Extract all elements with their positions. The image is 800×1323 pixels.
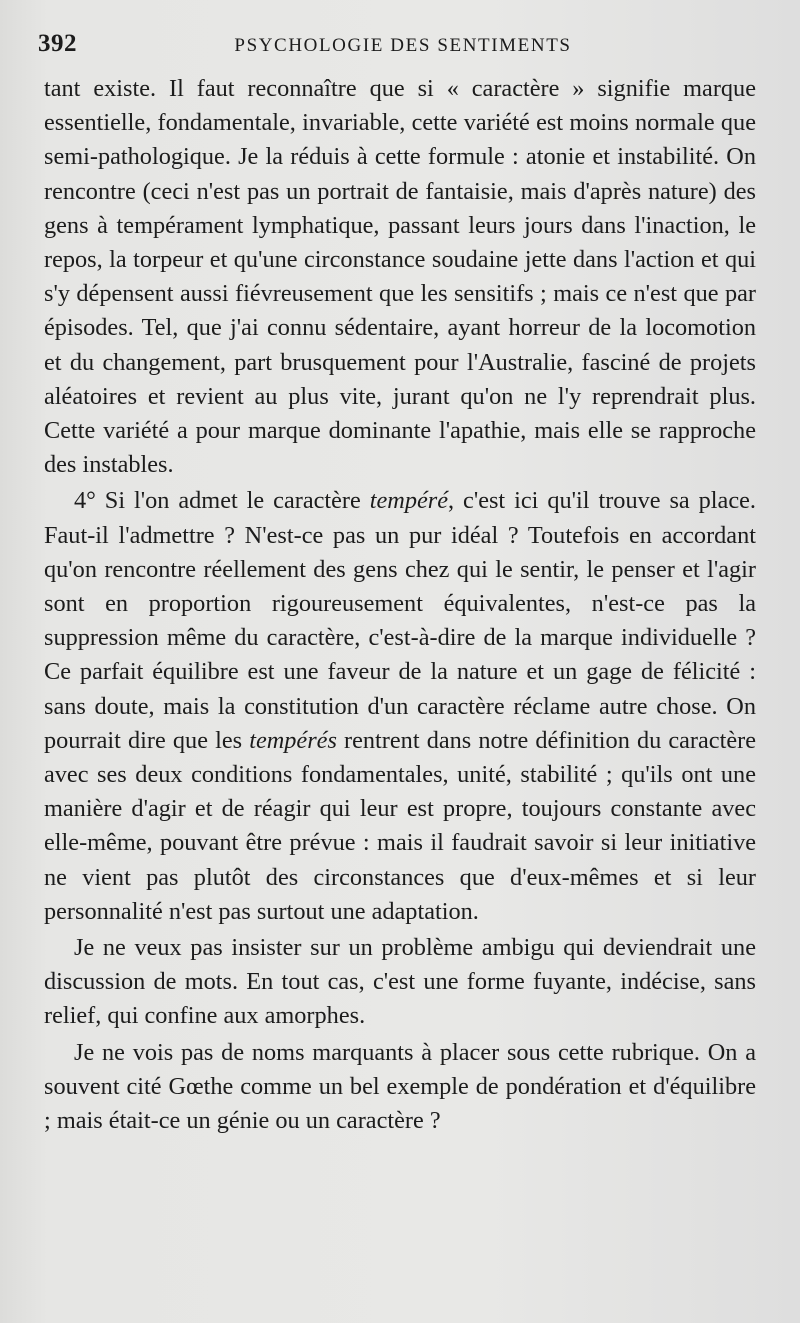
- paragraph-4: Je ne vois pas de noms marquants à placer sous cette rubrique. On a souvent cité Gœthe comme un bel exemple de pondération et d'équilibre ; mais était-ce un génie ou un caractère ?: [44, 1038, 756, 1135]
- paragraph-3: Je ne veux pas insister sur un problème ambigu qui deviendrait une discussion de mots. En tout cas, c'est une forme fuyante, indécise, sans relief, qui confine aux amorphes.: [44, 934, 756, 1030]
- paragraph-2: [44, 484, 756, 929]
- page-header: [38, 30, 768, 66]
- body-text: [44, 72, 756, 1138]
- italic-term-temperes: tempérés: [249, 726, 337, 754]
- paragraph-1: tant existe. Il faut reconnaître que si « caractère » signifie marque essentielle, fondamentale, invariable, cette variété est moins normale que semi-pathologique. Je la réduis à cette formule : atonie et instabilité. On rencontre (ceci n'est pas un portrait de fantaisie, mais d'après nature) des gens à tempérament lymphatique, passant leurs jours dans l'inaction, le repos, la torpeur et qu'une circonstance soudaine jette dans l'action et qui s'y dépensent aussi fiévreusement que les sensitifs ; mais ce n'est que par épisodes. Tel, que j'ai connu sédentaire, ayant horreur de la locomotion et du changement, part brusquement pour l'Australie, fasciné de projets aléatoires et revient au plus vite, jurant qu'on ne l'y reprendrait plus. Cette variété a pour marque dominante l'apathie, mais elle se rapproche des instables.: [44, 75, 756, 479]
- paragraph-2-part-3: rentrent dans notre définition du caractère avec ses deux conditions fondamentales, unité, stabilité ; qu'ils ont une manière d'agir et de réagir qui leur est propre, toujours constante avec elle-même, pouvant être prévue : mais il faudrait savoir si leur initiative ne vient pas plutôt des circonstances que d'eux-mêmes et si leur personnalité n'est pas surtout une adaptation.: [44, 726, 756, 925]
- italic-term-tempere: tempéré: [369, 487, 449, 515]
- running-head: PSYCHOLOGIE DES SENTIMENTS: [234, 35, 572, 56]
- paragraph-2-part-1: 4° Si l'on admet le caractère: [74, 487, 370, 515]
- paragraph-2-part-2: , c'est ici qu'il trouve sa place. Faut-il l'admettre ? N'est-ce pas un pur idéal ? Toutefois en accordant qu'on rencontre réellement des gens chez qui le sentir, le penser et l'agir sont en proportion rigoureusement équivalentes, n'est-ce pas la suppression même du caractère, c'est-à-dire de la marque individuelle ? Ce parfait équilibre est une faveur de la nature et un gage de félicité : sans doute, mais la constitution d'un caractère réclame autre chose. On pourrait dire que les: [44, 487, 756, 754]
- page-number: 392: [38, 30, 77, 57]
